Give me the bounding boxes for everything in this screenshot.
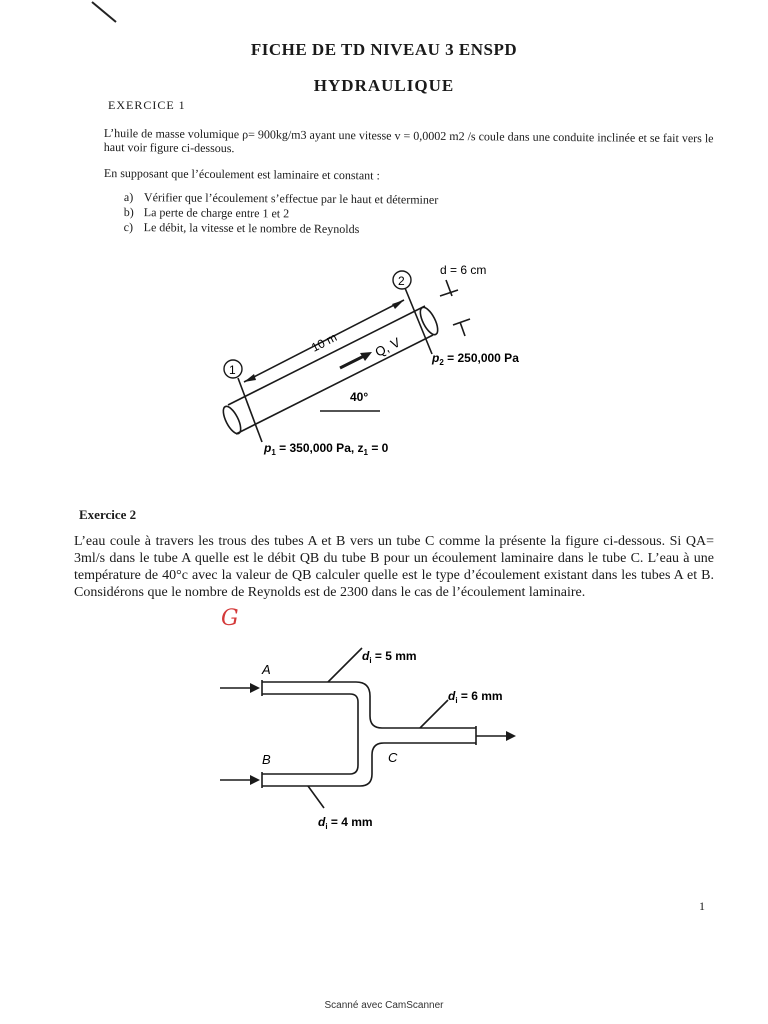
- document-subtitle: HYDRAULIQUE: [313, 76, 455, 95]
- question-text: Le débit, la vitesse et le nombre de Reynolds: [143, 220, 360, 237]
- p1-annotation: $p_1 = 350,000$ Pa, $z_1 = 0$: [264, 441, 389, 457]
- question-marker: c): [123, 219, 134, 235]
- tube-c-label: C: [388, 750, 398, 765]
- length-label: 10 m: [309, 330, 340, 355]
- exercise2-statement: L’eau coule à travers les trous des tubes A et B vers un tube C comme la présente la figure ci-dessous. Si QA= 3ml/s dans le tube A quelle est le débit QB du tube B pour un écoulement laminaire dans le tube C. L’eau à une température de 40°c avec la valeur de QB calculer quelle est le type d’écoulement existant dans les tubes A et B. Considérons que le nombre de Reynolds est de 2300 dans le cas de l’écoulement laminaire.: [74, 534, 714, 600]
- diameter-label: d = 6 cm: [440, 263, 487, 277]
- page-number: 1: [699, 899, 705, 913]
- scanner-footer: Scanné avec CamScanner: [324, 1000, 444, 1011]
- leader-a: [328, 648, 362, 682]
- handwritten-mark: G: [221, 606, 239, 631]
- question-text: Vérifier que l’écoulement s’effectue par le haut et déterminer: [143, 190, 439, 207]
- inflow-arrow-b-head: [250, 775, 260, 785]
- tube-c-lower-wall: [262, 743, 476, 786]
- tube-b-label: B: [262, 752, 271, 767]
- leader-c: [420, 700, 448, 728]
- exercise1-heading: EXERCICE 1: [108, 98, 186, 112]
- diameter-c-label: $d_i = 6$ mm: [448, 689, 503, 705]
- leader-b: [308, 786, 324, 808]
- document-title: FICHE DE TD NIVEAU 3 ENSPD: [250, 40, 518, 59]
- question-text: La perte de charge entre 1 et 2: [143, 205, 290, 221]
- inflow-arrow-a-head: [250, 683, 260, 693]
- flow-label: Q, V: [372, 334, 403, 360]
- question-marker: a): [123, 190, 134, 205]
- question-marker: b): [123, 204, 134, 220]
- exercise1-assumption: En supposant que l’écoulement est laminaire et constant :: [103, 166, 380, 183]
- angle-label: 40°: [350, 390, 369, 404]
- exercise2-heading: Exercice 2: [79, 507, 137, 522]
- p2-annotation: $p_2 = 250,000$ Pa: [432, 351, 519, 367]
- point-1-label: 1: [229, 363, 236, 377]
- exercise1-statement: L’huile de masse volumique ρ= 900kg/m3 ayant une vitesse v = 0,0002 m2 /s coule dans une conduite inclinée et se fait vers le haut voir figure ci-dessous.: [103, 126, 714, 156]
- diameter-b-label: $d_i = 4$ mm: [318, 815, 373, 831]
- point-2-label: 2: [398, 274, 405, 288]
- outflow-arrow-head: [506, 731, 516, 741]
- tube-a-inner-wall: [262, 694, 358, 774]
- diameter-a-label: $d_i = 5$ mm: [362, 649, 417, 665]
- tube-a-label: A: [262, 662, 271, 677]
